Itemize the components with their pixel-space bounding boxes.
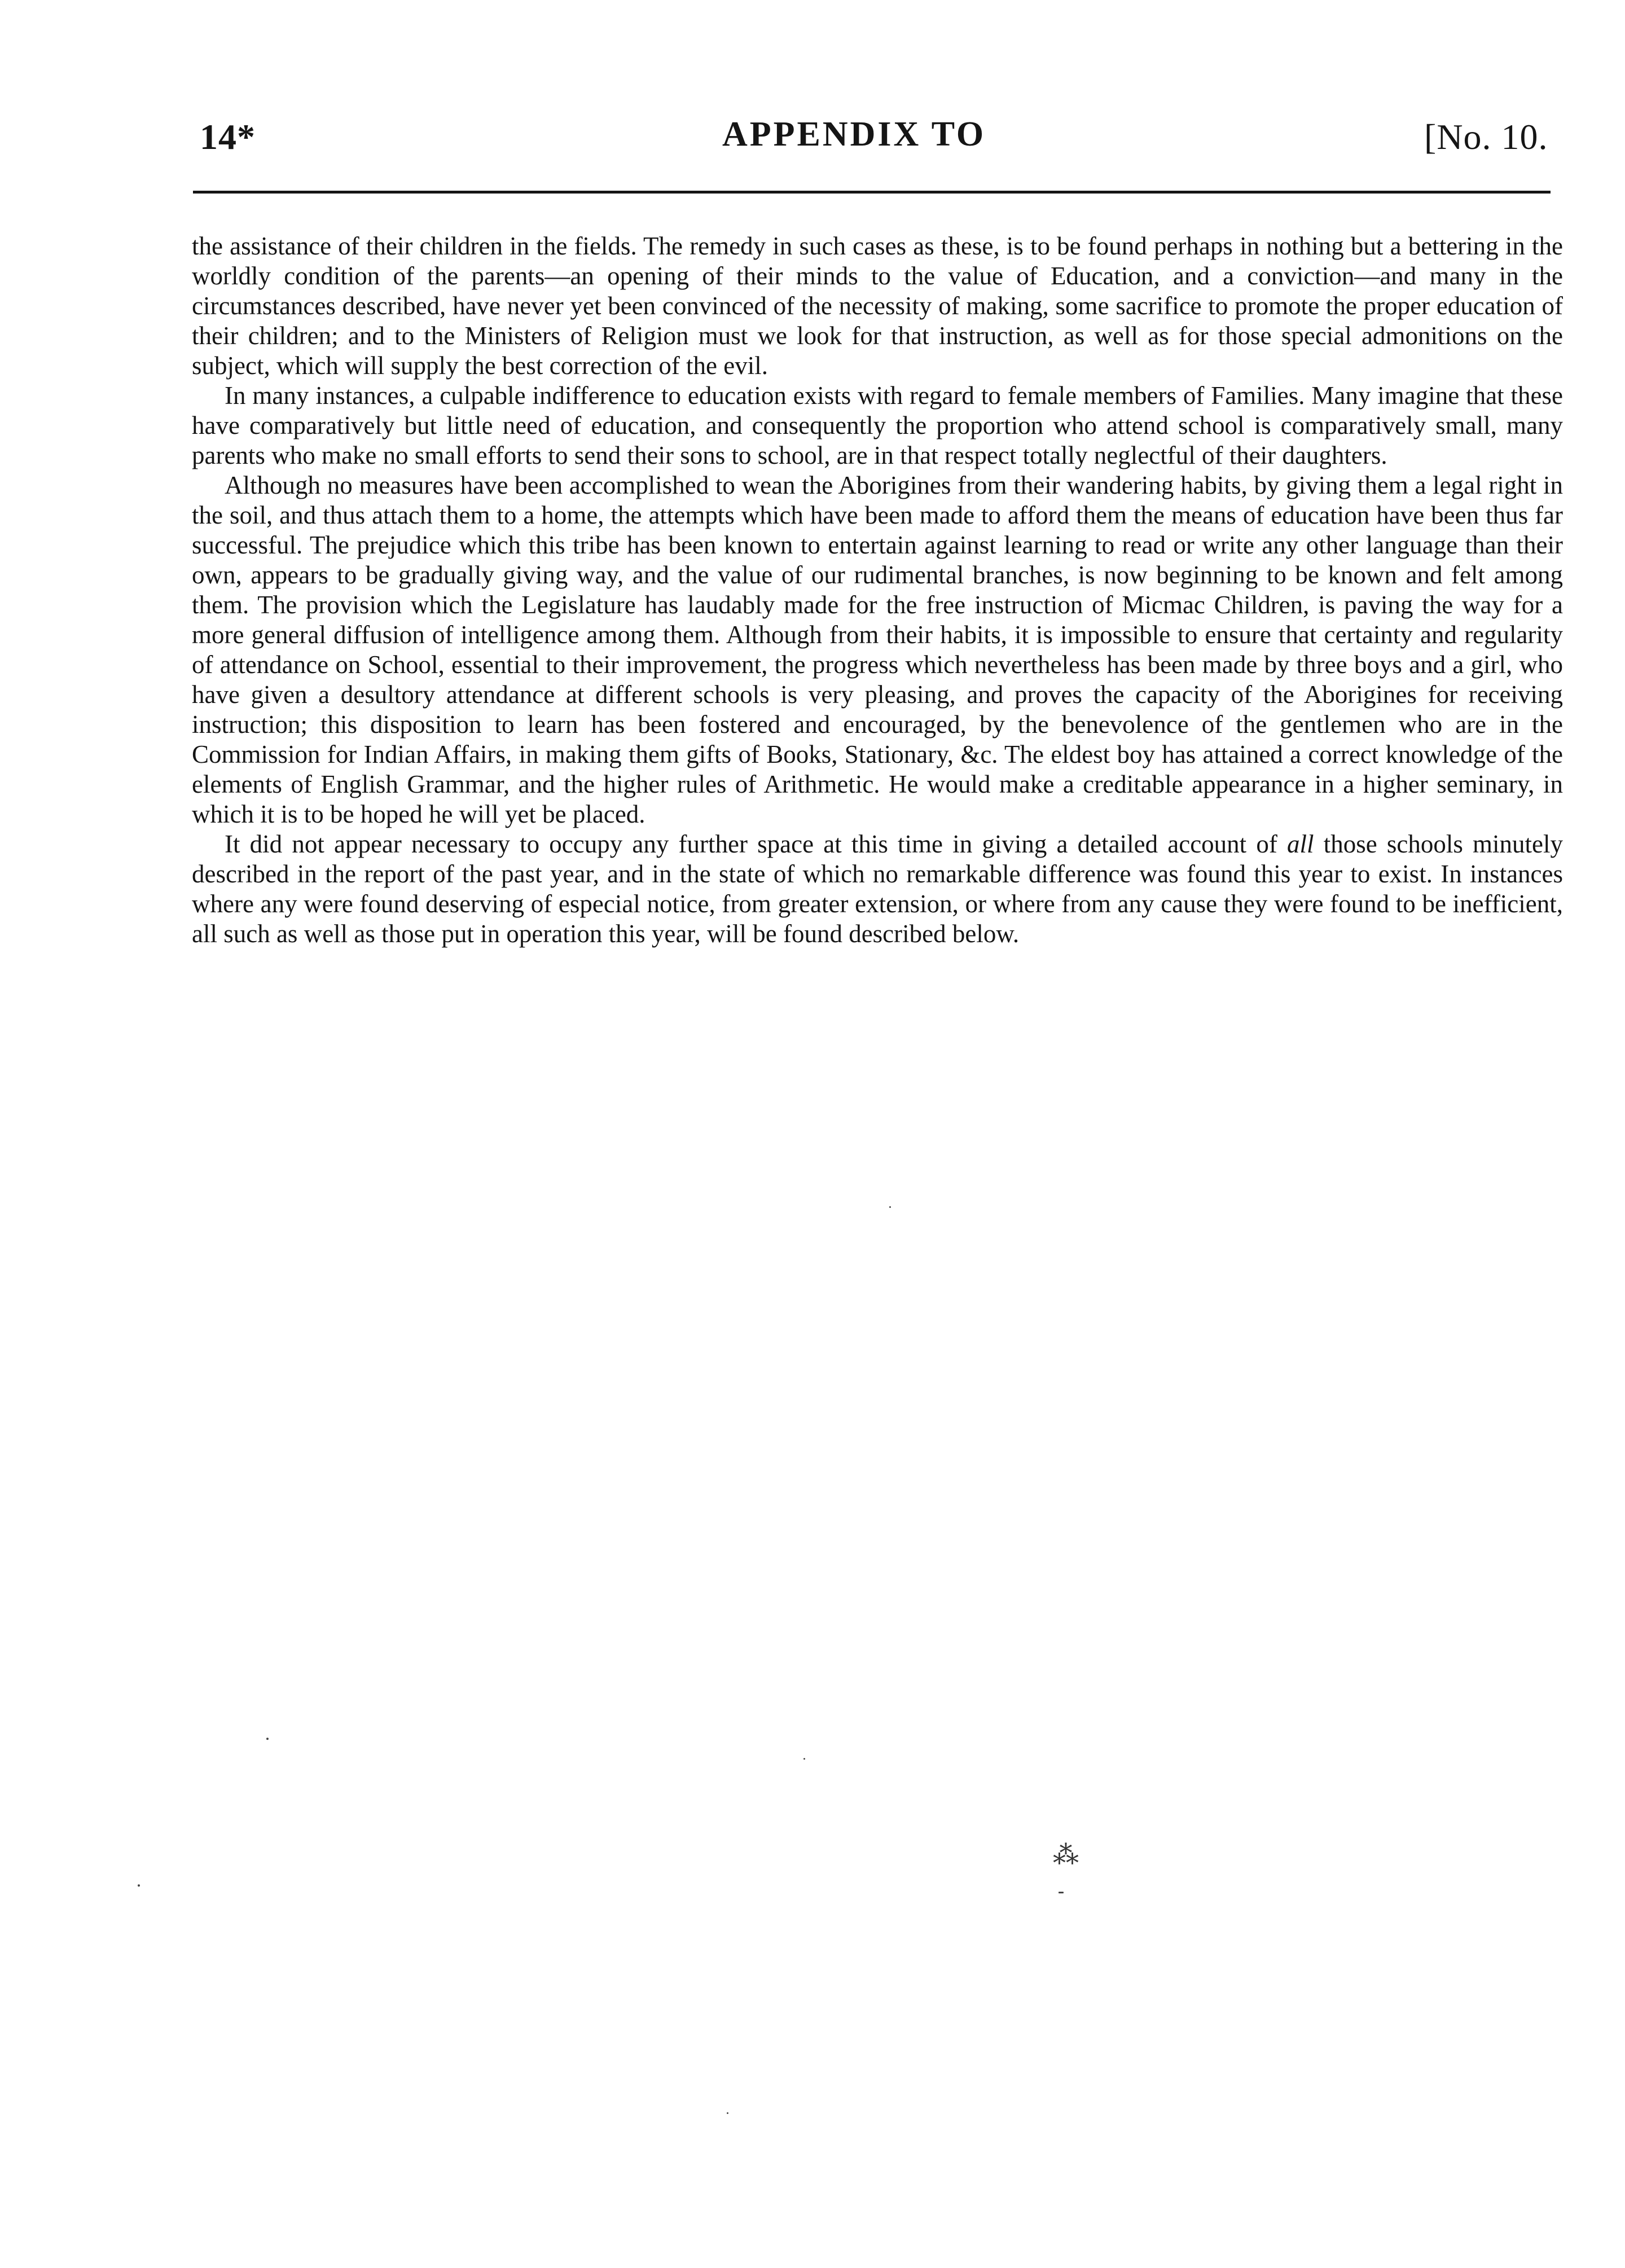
scan-speck (138, 1884, 140, 1887)
header-rule (193, 191, 1551, 194)
document-number: [No. 10. (1424, 117, 1548, 157)
scan-speck (727, 2112, 728, 2114)
paragraph-text-before-italic: It did not appear necessary to occupy any further space at this time in giving a detailed account of (225, 830, 1288, 858)
paragraph-text-after-italic: those schools minutely described in the report of the past year, and in the state of which no remarkable difference was found this year to exist. In instances where any were found deserving of especial notice, from greater extension, or where from any cause they were found to be inefficient, all such as well as those put in operation this year, will be found described below. (192, 830, 1563, 948)
paragraph-female-education: In many instances, a culpable indifference to education exists with regard to female members of Families. Many imagine that these have comparatively but little need of education, and consequently the proportion who attend school is comparatively small, many parents who make no small efforts to send their sons to school, are in that respect totally neglectful of their daughters. (192, 381, 1563, 469)
scan-speck (1059, 1892, 1064, 1893)
scan-speck (889, 1206, 891, 1208)
scan-smudge-mark: ⁂ (1053, 1840, 1079, 1869)
page-number: 14* (200, 117, 256, 157)
italic-word: all (1287, 830, 1314, 858)
paragraph-aborigines-education: Although no measures have been accomplished to wean the Aborigines from their wandering habits, by giving them a legal right in the soil, and thus attach them to a home, the attempts which have been made to afford them the means of education have been thus far successful. The prejudice which this tribe has been known to entertain against learning to read or write any other language than their own, appears to be gradually giving way, and the value of our rudimental branches, is now beginning to be known and felt among them. The provision which the Legislature has laudably made for the free instruction of Micmac Children, is paving the way for a more general diffusion of intelligence among them. Although from their habits, it is impossible to ensure that certainty and regularity of attendance on School, essential to their improvement, the progress which nevertheless has been made by three boys and a girl, who have given a desultory attendance at different schools is very pleasing, and proves the capacity of the Aborigines for receiving instruction; this disposition to learn has been fostered and encouraged, by the benevolence of the gentlemen who are in the Commission for Indian Affairs, in making them gifts of Books, Stationary, &c. The eldest boy has attained a correct knowledge of the elements of English Grammar, and the higher rules of Arithmetic. He would make a creditable appearance in a higher seminary, in which it is to be hoped he will yet be placed. (192, 471, 1563, 828)
paragraph-continued: the assistance of their children in the fields. The remedy in such cases as these, is to be found perhaps in nothing but a bettering in the worldly condition of the parents—an opening of their minds to the value of Education, and a conviction—and many in the circumstances described, have never yet been convinced of the necessity of making, some sacrifice to promote the proper education of their children; and to the Ministers of Religion must we look for that instruction, as well as for those special admonitions on the subject, which will supply the best correction of the evil. (192, 232, 1563, 380)
body-text (192, 231, 1563, 949)
scan-speck (803, 1758, 805, 1760)
running-header-title: APPENDIX TO (722, 115, 986, 153)
scan-speck (266, 1738, 269, 1740)
paragraph-schools-summary (192, 829, 1563, 949)
